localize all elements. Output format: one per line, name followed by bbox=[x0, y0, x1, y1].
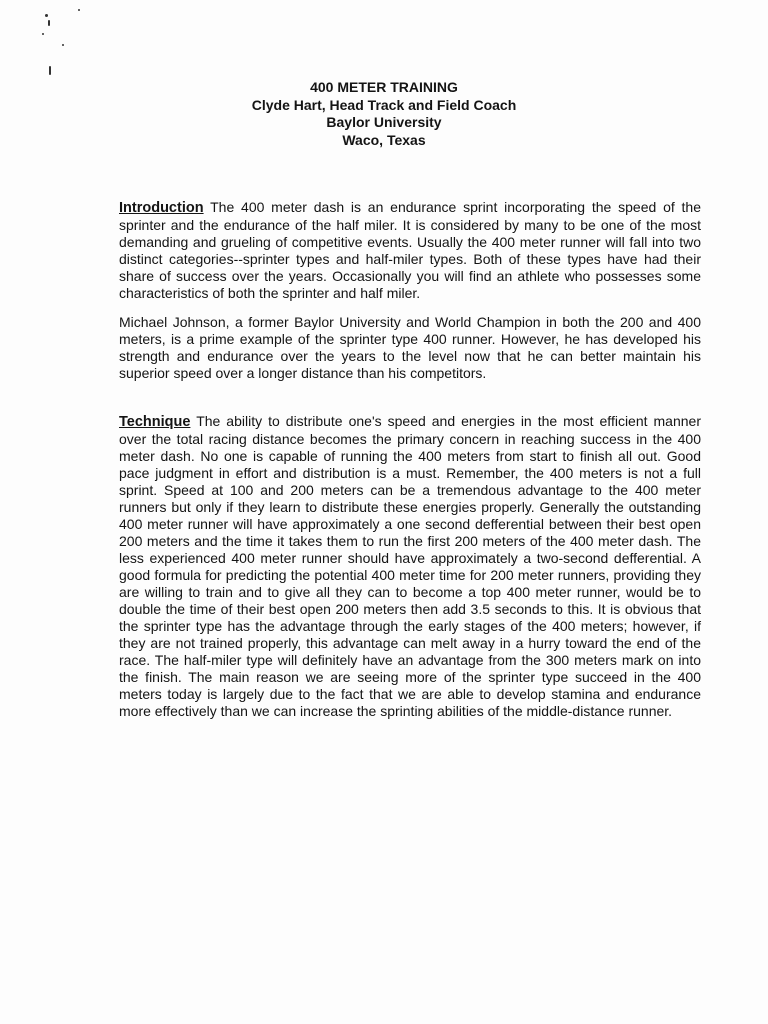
introduction-heading: Introduction bbox=[119, 200, 204, 216]
author-line: Clyde Hart, Head Track and Field Coach bbox=[251, 96, 517, 113]
scan-speck bbox=[62, 44, 64, 46]
introduction-text: The 400 meter dash is an endurance sprint incorporating the speed of the sprinter and the endurance of the half miler. It is considered by many to be one of the most demanding and grueling of competitive events. Usually the 400 meter runner will fall into two distinct categories--sprinter types and half-miler types. Both of these types have had their share of success over the years. Occasionally you will find an athlete who possesses some characteristics of both the sprinter and half miler. bbox=[119, 199, 701, 301]
institution: Baylor University bbox=[326, 114, 442, 130]
document-header bbox=[0, 79, 768, 149]
scan-speck bbox=[42, 33, 44, 35]
location: Waco, Texas bbox=[342, 131, 426, 148]
scan-speck bbox=[48, 20, 50, 26]
johnson-paragraph bbox=[119, 314, 701, 382]
scan-speck bbox=[49, 66, 51, 75]
johnson-text: Michael Johnson, a former Baylor University and World Champion in both the 200 and 400 meters, is a prime example of the sprinter type 400 runner. However, he has developed his strength and endurance over the years to the level now that he can better maintain his superior speed over a longer distance than his competitors. bbox=[119, 314, 701, 381]
technique-paragraph bbox=[119, 413, 701, 720]
technique-text: The ability to distribute one's speed and energies in the most efficient manner over the total racing distance becomes the primary concern in reaching success in the 400 meter dash. No one is capable of running the 400 meters from start to finish all out. Good pace judgment in effort and distribution is a must. Remember, the 400 meters is not a full sprint. Speed at 100 and 200 meters can be a tremendous advantage to the 400 meter runners but only if they learn to distribute these energies properly. Generally the outstanding 400 meter runner will have approximately a one second defferential between their best open 200 meters and the time it takes them to run the first 200 meters of the 400 meter dash. The less experienced 400 meter runner should have approximately a two-second defferential. A good formula for predicting the potential 400 meter time for 200 meter runners, providing they are willing to train and to give all they can to become a top 400 meter runner, would be to double the time of their best open 200 meters then add 3.5 seconds to this. It is obvious that the sprinter type has the advantage through the early stages of the 400 meters; however, if they are not trained properly, this advantage can melt away in a hurry toward the end of the race. The half-miler type will definitely have an advantage from the 300 meters mark on into the finish. The main reason we are seeing more of the sprinter type succeed in the 400 meters today is largely due to the fact that we are able to develop stamina and endurance more effectively than we can increase the sprinting abilities of the middle-distance runner. bbox=[119, 413, 701, 719]
technique-heading: Technique bbox=[119, 414, 191, 430]
scan-speck bbox=[78, 9, 80, 11]
introduction-paragraph bbox=[119, 199, 701, 302]
document-title: 400 METER TRAINING bbox=[310, 79, 458, 95]
scan-speck bbox=[45, 14, 48, 17]
